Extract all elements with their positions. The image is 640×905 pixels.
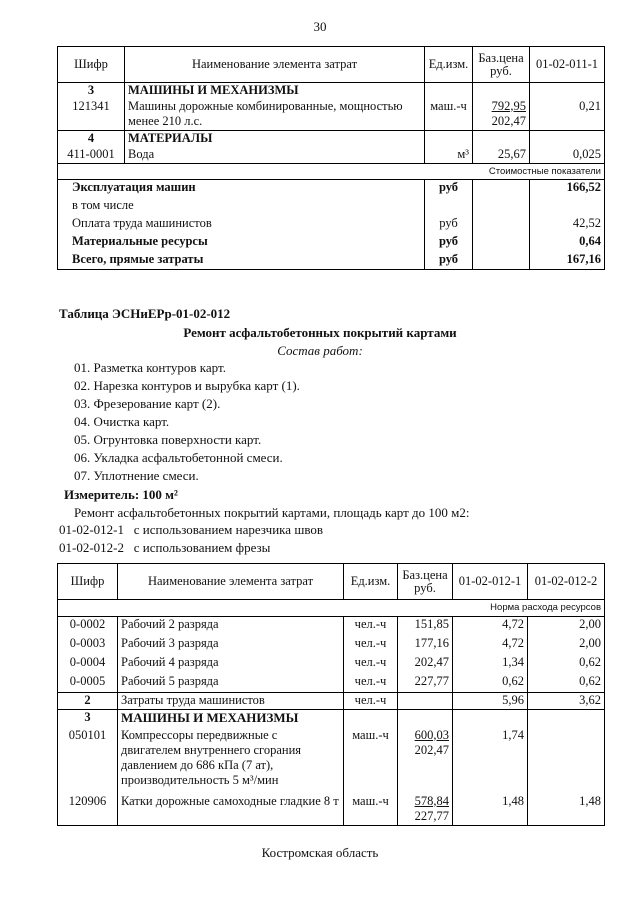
variant-line (59, 522, 323, 538)
row-name: Катки дорожные самоходные гладкие 8 т (118, 794, 344, 826)
summary-name: Оплата труда машинистов (58, 216, 425, 234)
row-code: 121341 (58, 99, 125, 131)
header-variant-2: 01-02-012-2 (528, 564, 605, 600)
section-label: Норма расхода ресурсов (58, 600, 605, 617)
row-name: МАШИНЫ И МЕХАНИЗМЫ (118, 710, 344, 728)
page-number: 30 (313, 19, 327, 34)
row-value-1: 4,72 (453, 636, 528, 655)
list-item: 07. Уплотнение смеси. (74, 468, 199, 483)
row-unit: маш.-ч (344, 794, 398, 826)
row-code: 0-0005 (58, 674, 118, 693)
resource-table-1 (57, 46, 605, 270)
row-code: 0-0003 (58, 636, 118, 655)
summary-name: Эксплуатация машин (58, 180, 425, 198)
row-value-2: 2,00 (528, 636, 605, 655)
row-unit: чел.-ч (344, 674, 398, 693)
summary-value: 167,16 (530, 252, 605, 270)
summary-name: в том числе (58, 198, 425, 216)
section-label: Стоимостные показатели (58, 164, 605, 180)
row-code: 3 (58, 710, 118, 728)
row-value-2 (528, 728, 605, 794)
header-variant: 01-02-011-1 (530, 47, 605, 83)
header-price: Баз.цена руб. (473, 47, 530, 83)
row-code: 0-0004 (58, 655, 118, 674)
section-heading: Ремонт асфальтобетонных покрытий картами (183, 325, 457, 340)
table-row (58, 655, 605, 674)
table-header (58, 564, 605, 600)
row-value-1: 5,96 (453, 693, 528, 710)
header-code: Шифр (58, 47, 125, 83)
row-name: Машины дорожные комбинированные, мощностью менее 210 л.с. (125, 99, 425, 131)
row-name: Рабочий 5 разряда (118, 674, 344, 693)
table-row (58, 794, 605, 826)
row-name: МАТЕРИАЛЫ (125, 131, 425, 147)
summary-row (58, 234, 605, 252)
list-item: 04. Очистка карт. (74, 414, 170, 429)
summary-name: Всего, прямые затраты (58, 252, 425, 270)
row-code: 3 (58, 83, 125, 99)
header-variant-1: 01-02-012-1 (453, 564, 528, 600)
row-price: 227,77 (398, 674, 453, 693)
table-row (58, 99, 605, 131)
row-value-2: 1,48 (528, 794, 605, 826)
row-value-2: 0,62 (528, 674, 605, 693)
variant-line (59, 540, 270, 556)
resource-table-2 (57, 563, 605, 826)
row-value-1: 4,72 (453, 617, 528, 636)
row-value-2: 0,62 (528, 655, 605, 674)
row-name: Вода (125, 147, 425, 164)
description: Ремонт асфальтобетонных покрытий картами, площадь карт до 100 м2: (74, 505, 470, 520)
row-value-2: 3,62 (528, 693, 605, 710)
list-item: 05. Огрунтовка поверхности карт. (74, 432, 262, 447)
summary-row (58, 252, 605, 270)
summary-name: Материальные ресурсы (58, 234, 425, 252)
row-price-labor: 227,77 (414, 808, 449, 823)
variant-text: с использованием нарезчика швов (133, 522, 324, 537)
summary-row (58, 198, 605, 216)
row-code: 411-0001 (58, 147, 125, 164)
row-code: 0-0002 (58, 617, 118, 636)
row-price: 151,85 (398, 617, 453, 636)
row-price: 792,95 (491, 98, 526, 113)
row-name: МАШИНЫ И МЕХАНИЗМЫ (125, 83, 425, 99)
row-unit: м³ (425, 147, 473, 164)
list-item: 02. Нарезка контуров и вырубка карт (1). (74, 378, 300, 393)
page-footer: Костромская область (261, 845, 379, 860)
row-value-2: 2,00 (528, 617, 605, 636)
row-name: Затраты труда машинистов (118, 693, 344, 710)
table-header (58, 47, 605, 83)
row-price: 600,03 (414, 727, 449, 742)
row-price: 578,84 (414, 793, 449, 808)
list-item: 01. Разметка контуров карт. (74, 360, 226, 375)
row-code: 2 (58, 693, 118, 710)
summary-unit: руб (425, 234, 473, 252)
summary-unit: руб (425, 180, 473, 198)
row-name: Компрессоры передвижные с двигателем внутреннего сгорания давлением до 686 кПа (7 ат), производительность 5 м³/мин (118, 728, 344, 794)
table-title: Таблица ЭСНиЕРр-01-02-012 (59, 306, 231, 321)
row-name: Рабочий 2 разряда (118, 617, 344, 636)
row-price-labor: 202,47 (491, 113, 526, 128)
summary-value: 42,52 (530, 216, 605, 234)
table-row (58, 636, 605, 655)
summary-unit: руб (425, 252, 473, 270)
row-unit: чел.-ч (344, 636, 398, 655)
summary-row (58, 216, 605, 234)
table-row (58, 693, 605, 710)
section-subheading: Состав работ: (277, 343, 363, 358)
row-price-labor: 202,47 (414, 742, 449, 757)
row-value-1: 1,48 (453, 794, 528, 826)
row-value-1: 1,74 (453, 728, 528, 794)
section-label-row (58, 600, 605, 617)
row-name: Рабочий 4 разряда (118, 655, 344, 674)
row-value: 0,21 (530, 99, 605, 131)
list-item: 03. Фрезерование карт (2). (74, 396, 221, 411)
summary-value: 166,52 (530, 180, 605, 198)
variant-code: 01-02-012-2 (59, 540, 124, 555)
meter: Измеритель: 100 м² (64, 487, 178, 502)
table-row (58, 728, 605, 794)
header-unit: Ед.изм. (425, 47, 473, 83)
header-name: Наименование элемента затрат (125, 47, 425, 83)
table-row (58, 83, 605, 99)
table-row (58, 131, 605, 147)
header-code: Шифр (58, 564, 118, 600)
summary-unit: руб (425, 216, 473, 234)
row-unit: чел.-ч (344, 693, 398, 710)
summary-row (58, 180, 605, 198)
variant-text: с использованием фрезы (133, 540, 271, 555)
row-unit: маш.-ч (344, 728, 398, 794)
row-unit: маш.-ч (425, 99, 473, 131)
row-value-1: 1,34 (453, 655, 528, 674)
table-row (58, 617, 605, 636)
header-price: Баз.цена руб. (398, 564, 453, 600)
table-row (58, 710, 605, 728)
row-unit: чел.-ч (344, 655, 398, 674)
row-price: 202,47 (398, 655, 453, 674)
row-code: 120906 (58, 794, 118, 826)
table-row (58, 674, 605, 693)
row-value: 0,025 (530, 147, 605, 164)
section-label-row (58, 164, 605, 180)
row-code: 4 (58, 131, 125, 147)
list-item: 06. Укладка асфальтобетонной смеси. (74, 450, 283, 465)
header-unit: Ед.изм. (344, 564, 398, 600)
row-unit: чел.-ч (344, 617, 398, 636)
header-name: Наименование элемента затрат (118, 564, 344, 600)
variant-code: 01-02-012-1 (59, 522, 124, 537)
row-name: Рабочий 3 разряда (118, 636, 344, 655)
row-value-1: 0,62 (453, 674, 528, 693)
row-price: 25,67 (473, 147, 530, 164)
row-code: 050101 (58, 728, 118, 794)
table-row (58, 147, 605, 164)
summary-value: 0,64 (530, 234, 605, 252)
row-price: 177,16 (398, 636, 453, 655)
